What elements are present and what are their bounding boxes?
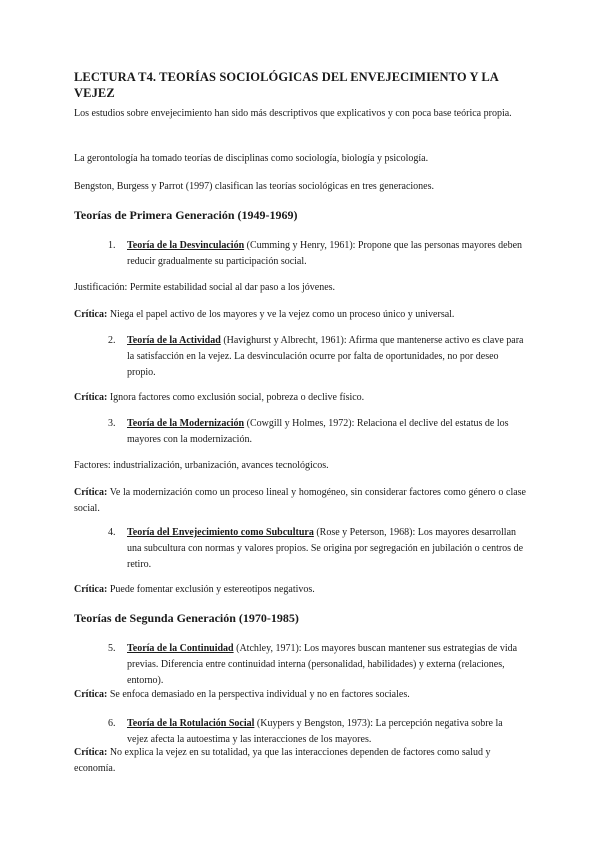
section-heading-first-generation: Teorías de Primera Generación (1949-1969) bbox=[74, 208, 298, 222]
theory-name: Teoría del Envejecimiento como Subcultura bbox=[127, 527, 314, 538]
theory-name: Teoría de la Rotulación Social bbox=[127, 718, 255, 729]
theory-item-3 bbox=[108, 416, 526, 448]
theory-description: (Kuypers y Bengston, 1973): La percepción negativa sobre la vejez afecta la autoestima y las interacciones de los mayores. bbox=[127, 718, 503, 745]
theory-item-5 bbox=[108, 641, 526, 689]
theory-item-4 bbox=[108, 525, 526, 573]
critica-paragraph-1: Crítica: Niega el papel activo de los mayores y ve la vejez como un proceso único y universal. bbox=[74, 309, 455, 320]
theory-item-1 bbox=[108, 238, 526, 270]
item-number: 3. bbox=[108, 418, 116, 429]
intro-paragraph-2: La gerontología ha tomado teorías de disciplinas como sociología, biología y psicología. bbox=[74, 153, 429, 164]
item-number: 6. bbox=[108, 718, 116, 729]
document-title: LECTURA T4. TEORÍAS SOCIOLÓGICAS DEL ENVEJECIMIENTO Y LA VEJEZ bbox=[74, 70, 499, 100]
critica-label: Crítica: bbox=[74, 392, 108, 403]
critica-label: Crítica: bbox=[74, 747, 108, 758]
intro-paragraph-1: Los estudios sobre envejecimiento han sido más descriptivos que explicativos y con poca base teórica propia. bbox=[74, 108, 512, 119]
justificacion-paragraph: Justificación: Permite estabilidad social al dar paso a los jóvenes. bbox=[74, 282, 336, 293]
theory-item-6 bbox=[108, 716, 526, 748]
critica-paragraph-2: Crítica: Ignora factores como exclusión social, pobreza o declive físico. bbox=[74, 392, 365, 403]
theory-name: Teoría de la Actividad bbox=[127, 335, 221, 346]
item-number: 4. bbox=[108, 527, 116, 538]
theory-item-2 bbox=[108, 333, 526, 381]
theory-name: Teoría de la Modernización bbox=[127, 418, 245, 429]
critica-label: Crítica: bbox=[74, 689, 108, 700]
section-heading-second-generation: Teorías de Segunda Generación (1970-1985) bbox=[74, 611, 299, 625]
critica-paragraph-5: Crítica: Se enfoca demasiado en la perspectiva individual y no en factores sociales. bbox=[74, 689, 410, 700]
item-number: 5. bbox=[108, 643, 116, 654]
theory-description: (Cumming y Henry, 1961): Propone que las personas mayores deben reducir gradualmente su participación social. bbox=[127, 240, 523, 267]
item-number: 1. bbox=[108, 240, 116, 251]
theory-name: Teoría de la Continuidad bbox=[127, 643, 234, 654]
intro-paragraph-3: Bengston, Burgess y Parrot (1997) clasifican las teorías sociológicas en tres generaciones. bbox=[74, 181, 434, 192]
theory-description: (Atchley, 1971): Los mayores buscan mantener sus estrategias de vida previas. Diferencia entre continuidad interna (personalidad, habilidades) y externa (relaciones, entorno). bbox=[127, 643, 518, 686]
critica-paragraph-6: Crítica: No explica la vejez en su totalidad, ya que las interacciones dependen de factores como salud y economía. bbox=[74, 747, 491, 774]
theory-name: Teoría de la Desvinculación bbox=[127, 240, 245, 251]
critica-label: Crítica: bbox=[74, 309, 108, 320]
theory-description: (Rose y Peterson, 1968): Los mayores desarrollan una subcultura con normas y valores propios. Se origina por segregación en jubilación o centros de retiro. bbox=[127, 527, 524, 570]
theory-description: (Cowgill y Holmes, 1972): Relaciona el declive del estatus de los mayores con la modernización. bbox=[127, 418, 509, 445]
critica-paragraph-3: Crítica: Ve la modernización como un proceso lineal y homogéneo, sin considerar factores como género o clase social. bbox=[74, 487, 526, 514]
item-number: 2. bbox=[108, 335, 116, 346]
critica-label: Crítica: bbox=[74, 487, 108, 498]
critica-label: Crítica: bbox=[74, 584, 108, 595]
theory-description: (Havighurst y Albrecht, 1961): Afirma que mantenerse activo es clave para la satisfacción en la vejez. La desvinculación ocurre por falta de oportunidades, no por deseo propio. bbox=[127, 335, 524, 378]
factores-paragraph: Factores: industrialización, urbanización, avances tecnológicos. bbox=[74, 460, 329, 471]
critica-paragraph-4: Crítica: Puede fomentar exclusión y estereotipos negativos. bbox=[74, 584, 315, 595]
